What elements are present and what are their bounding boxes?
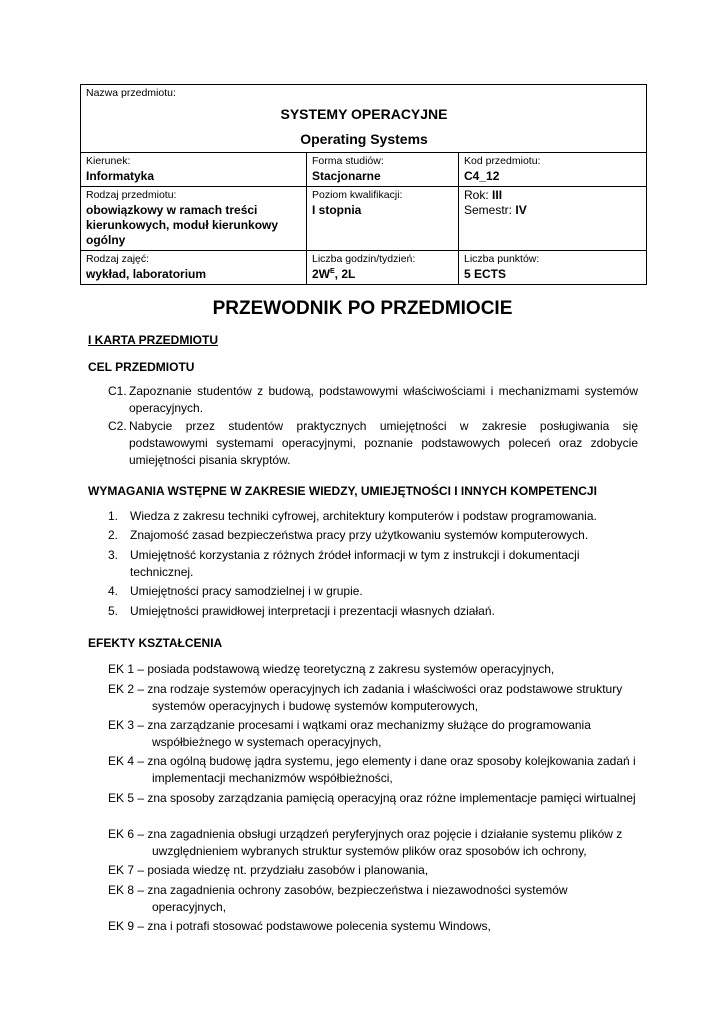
year-line [464, 188, 642, 203]
year-value: III [492, 188, 503, 202]
subject-name-pl: SYSTEMY OPERACYJNE [280, 106, 448, 122]
requirement-text: Umiejętności prawidłowej interpretacji i prezentacji własnych działań. [130, 604, 495, 618]
type-cell [81, 187, 307, 251]
code-value: C4_12 [464, 169, 500, 183]
classes-row [81, 251, 647, 285]
classes-value: wykład, laboratorium [86, 267, 207, 281]
requirements-heading: WYMAGANIA WSTĘPNE W ZAKRESIE WIEDZY, UMIEJĘTNOŚCI I INNYCH KOMPETENCJI [88, 484, 597, 498]
requirement-text: Umiejętności pracy samodzielnej i w grupie. [130, 584, 363, 598]
goal-item [108, 418, 638, 469]
level-value: I stopnia [312, 203, 362, 217]
course-info-table [80, 84, 647, 285]
hours-lecture: 2W [312, 267, 330, 281]
field-label: Kierunek: [86, 155, 131, 167]
points-cell [459, 251, 647, 285]
goal-code: C2. [108, 419, 127, 433]
hours-lab: , 2L [334, 267, 356, 281]
outcome-text: EK 5 – zna sposoby zarządzania pamięcią operacyjną oraz różne implementacje pamięci wirtualnej [108, 791, 636, 805]
year-semester-cell [459, 187, 647, 251]
requirement-number: 2. [108, 528, 119, 542]
outcome-text: EK 9 – zna i potrafi stosować podstawowe polecenia systemu Windows, [108, 919, 491, 933]
requirement-text: Wiedza z zakresu techniki cyfrowej, architektury komputerów i podstaw programowania. [130, 509, 597, 523]
outcome-item [108, 661, 638, 678]
outcome-text: EK 6 – zna zagadnienia obsługi urządzeń peryferyjnych oraz pojęcie i działanie systemu plików z uwzględnieniem wybranych struktur systemów plików oraz sposobów ich ochrony, [108, 827, 623, 858]
outcome-item [108, 918, 638, 935]
hours-cell [307, 251, 459, 285]
requirement-item [108, 527, 628, 544]
classes-cell [81, 251, 307, 285]
requirement-item [108, 508, 628, 525]
outcome-text: EK 1 – posiada podstawową wiedzę teoretyczną z zakresu systemów operacyjnych, [108, 662, 555, 676]
outcomes-heading: EFEKTY KSZTAŁCENIA [88, 636, 223, 650]
subject-name-en: Operating Systems [300, 131, 428, 147]
goal-code: C1. [108, 384, 127, 398]
hours-label: Liczba godzin/tydzień: [312, 253, 416, 265]
outcome-item [108, 717, 638, 751]
points-value: 5 ECTS [464, 267, 507, 281]
hours-value [312, 267, 454, 282]
classes-label: Rodzaj zajęć: [86, 253, 150, 265]
type-value: obowiązkowy w ramach treści kierunkowych, moduł kierunkowy ogólny [86, 203, 279, 247]
requirement-item [108, 583, 628, 600]
subject-label: Nazwa przedmiotu: [86, 87, 176, 99]
hours-exam-marker: E [330, 268, 335, 275]
goal-text: Nabycie przez studentów praktycznych umiejętności w zakresie posługiwania się podstawowymi systemami operacyjnymi, poznanie podstawowych poleceń oraz zdobycie umiejętności pisania skryptów. [129, 419, 638, 467]
outcome-item [108, 790, 638, 807]
level-cell [307, 187, 459, 251]
requirement-text: Umiejętność korzystania z różnych źródeł informacji w tym z instrukcji i dokumentacji technicznej. [130, 548, 580, 579]
card-heading: I KARTA PRZEDMIOTU [88, 333, 218, 347]
points-label: Liczba punktów: [464, 253, 540, 265]
goal-text: Zapoznanie studentów z budową, podstawowymi właściwościami i mechanizmami systemów operacyjnych. [129, 384, 638, 415]
semester-label: Semestr: [464, 203, 513, 217]
code-cell [459, 153, 647, 187]
outcome-text: EK 4 – zna ogólną budowę jądra systemu, jego elementy i dane oraz sposoby kolejkowania zadań i implementacji mechanizmów współbieżności, [108, 754, 636, 785]
form-value: Stacjonarne [312, 169, 381, 183]
outcome-item [108, 681, 638, 715]
form-label: Forma studiów: [312, 155, 384, 167]
outcome-item [108, 882, 638, 916]
field-row [81, 153, 647, 187]
subject-cell [81, 85, 647, 153]
goal-item [108, 383, 638, 417]
type-label: Rodzaj przedmiotu: [86, 189, 177, 201]
type-row [81, 187, 647, 251]
requirement-item [108, 603, 628, 620]
requirement-item [108, 547, 628, 581]
outcome-item [108, 862, 638, 879]
requirement-number: 4. [108, 584, 119, 598]
level-label: Poziom kwalifikacji: [312, 189, 403, 201]
subject-row [81, 85, 647, 153]
requirement-number: 3. [108, 548, 119, 562]
outcome-text: EK 7 – posiada wiedzę nt. przydziału zasobów i planowania, [108, 863, 429, 877]
form-cell [307, 153, 459, 187]
semester-value: IV [515, 203, 527, 217]
semester-line [464, 203, 642, 218]
outcome-item [108, 753, 638, 787]
code-label: Kod przedmiotu: [464, 155, 541, 167]
field-value: Informatyka [86, 169, 155, 183]
requirement-text: Znajomość zasad bezpieczeństwa pracy przy użytkowaniu systemów komputerowych. [130, 528, 589, 542]
field-cell [81, 153, 307, 187]
requirement-number: 1. [108, 509, 119, 523]
guide-title: PRZEWODNIK PO PRZEDMIOCIE [212, 298, 513, 319]
goals-heading: CEL PRZEDMIOTU [88, 360, 195, 374]
requirement-number: 5. [108, 604, 119, 618]
outcome-text: EK 8 – zna zagadnienia ochrony zasobów, bezpieczeństwa i niezawodności systemów operacyjnych, [108, 883, 568, 914]
outcome-text: EK 2 – zna rodzaje systemów operacyjnych ich zadania i właściwości oraz podstawowe struktury systemów operacyjnych i budowę systemów komputerowych, [108, 682, 623, 713]
outcome-item [108, 826, 638, 860]
year-label: Rok: [464, 188, 489, 202]
outcome-text: EK 3 – zna zarządzanie procesami i wątkami oraz mechanizmy służące do programowania współbieżnego w systemach operacyjnych, [108, 718, 591, 749]
